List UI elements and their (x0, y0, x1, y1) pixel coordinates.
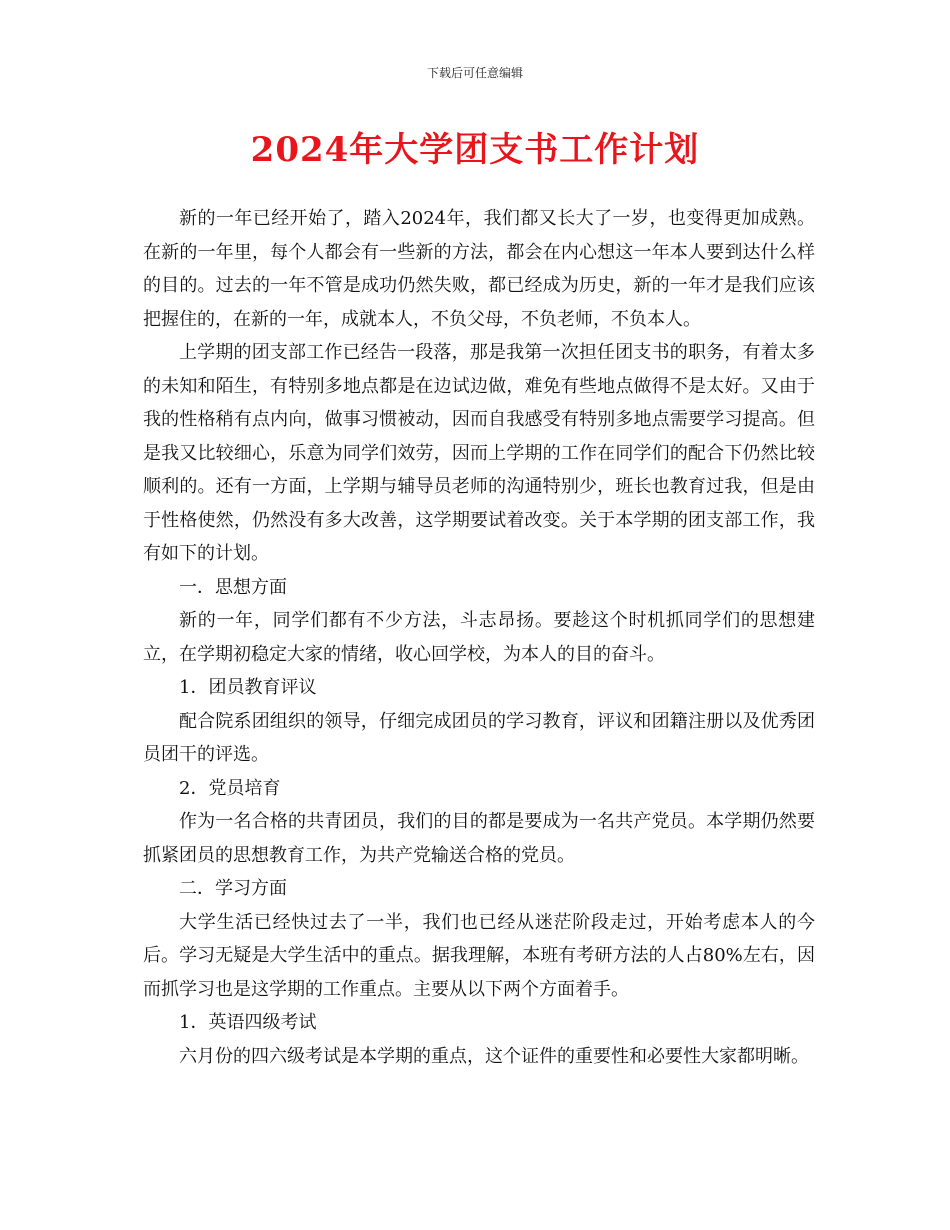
document-body (143, 202, 815, 1073)
subheading-cet4: 1．英语四级考试 (179, 1012, 317, 1033)
paragraph-intro: 新的一年已经开始了，踏入2024年，我们都又长大了一岁，也变得更加成熟。在新的一年里，每个人都会有一些新的方法，都会在内心想这一年本人要到达什么样的目的。过去的一年不管是成功仍然失败，都已经成为历史，新的一年才是我们应该把握住的，在新的一年，成就本人，不负父母，不负老师，不负本人。 (143, 208, 815, 330)
paragraph-member-evaluation: 配合院系团组织的领导，仔细完成团员的学习教育，评议和团籍注册以及优秀团员团干的评选。 (143, 710, 815, 765)
paragraph-cet4: 六月份的四六级考试是本学期的重点，这个证件的重要性和必要性大家都明晰。 (179, 1045, 809, 1067)
subheading-member-evaluation: 1．团员教育评议 (179, 677, 317, 698)
subheading-party-training: 2．党员培育 (179, 777, 281, 799)
section-heading-thought: 一．思想方面 (179, 576, 287, 598)
section-heading-study: 二．学习方面 (179, 878, 287, 899)
paragraph-last-term-review: 上学期的团支部工作已经告一段落，那是我第一次担任团支书的职务，有着太多的未知和陌生，有特别多地点都是在边试边做，难免有些地点做得不是太好。又由于我的性格稍有点内向，做事习惯被动，因而自我感受有特别多地点需要学习提高。但是我又比较细心，乐意为同学们效劳，因而上学期的工作在同学们的配合下仍然比较顺利的。还有一方面，上学期与辅导员老师的沟通特别少，班长也教育过我，但是由于性格使然，仍然没有多大改善，这学期要试着改变。关于本学期的团支部工作，我有如下的计划。 (143, 342, 815, 564)
paragraph-study: 大学生活已经快过去了一半，我们也已经从迷茫阶段走过，开始考虑本人的今后。学习无疑是大学生活中的重点。据我理解，本班有考研方法的人占80%左右，因而抓学习也是这学期的工作重点。主要从以下两个方面着手。 (143, 911, 815, 1000)
paragraph-thought: 新的一年，同学们都有不少方法，斗志昂扬。要趁这个时机抓同学们的思想建立，在学期初稳定大家的情绪，收心回学校，为本人的目的奋斗。 (143, 610, 815, 665)
paragraph-party-training: 作为一名合格的共青团员，我们的目的都是要成为一名共产党员。本学期仍然要抓紧团员的思想教育工作，为共产党输送合格的党员。 (143, 811, 815, 866)
document-title: 2024年大学团支书工作计划 (250, 130, 700, 170)
header-note: 下载后可任意编辑 (426, 66, 523, 80)
